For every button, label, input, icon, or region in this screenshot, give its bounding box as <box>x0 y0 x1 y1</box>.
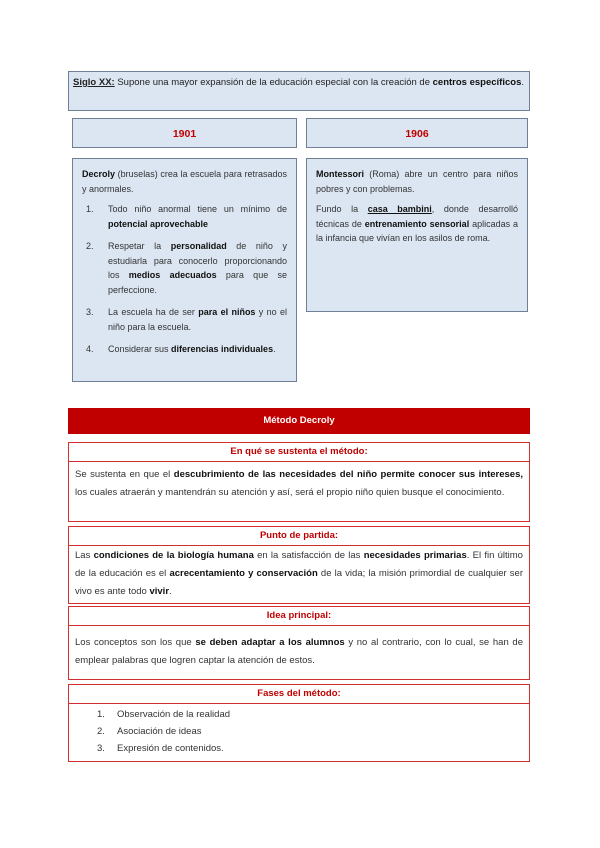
montessori-box <box>306 158 528 312</box>
list-number: 2. <box>86 241 94 251</box>
montessori-text: , donde desarrolló técnicas de <box>316 204 518 229</box>
section-heading: Idea principal: <box>69 607 529 626</box>
list-item <box>82 305 287 334</box>
decroly-list <box>82 202 287 357</box>
decroly-intro <box>82 167 287 196</box>
montessori-text: Fundo la <box>316 204 368 214</box>
montessori-p1 <box>316 167 518 196</box>
intro-label: Siglo XX: <box>73 77 115 88</box>
method-section-phases <box>68 684 530 762</box>
list-item <box>82 202 287 231</box>
decroly-box <box>72 158 297 382</box>
section-text: y no al contrario, con lo cual, se han de emplear palabras que logren captar la atención de estos. <box>75 637 523 666</box>
section-text: Los conceptos son los que <box>75 637 196 648</box>
montessori-text: (Roma) abre un centro para niños pobres y con problemas. <box>316 169 518 194</box>
montessori-bold: entrenamiento sensorial <box>364 218 470 229</box>
montessori-name: Montessori <box>316 169 365 179</box>
list-item <box>97 706 523 723</box>
intro-box <box>68 71 530 111</box>
list-text: Todo niño anormal tiene un mínimo de <box>108 204 287 214</box>
method-section-basis <box>68 442 530 522</box>
phases-list <box>75 706 523 757</box>
section-bold: necesidades primarias <box>363 550 467 561</box>
intro-text-1: Supone una mayor expansión de la educación especial con la creación de <box>114 77 433 88</box>
list-bold: para el niños <box>198 307 256 317</box>
section-text: los cuales atraerán y mantendrán su atención y así, será el propio niño quien busque el conocimiento. <box>75 487 505 498</box>
list-text: Expresión de contenidos. <box>117 743 224 754</box>
montessori-text: aplicadas a la infancia que vivían en los asilos de roma. <box>316 218 518 243</box>
list-text: para que se perfeccione. <box>108 270 287 295</box>
list-text: y no el niño para la escuela. <box>108 307 287 332</box>
list-number: 3. <box>97 743 105 754</box>
method-section-main-idea <box>68 606 530 680</box>
section-text: . El fin último de la educación es el <box>75 550 523 579</box>
list-bold: diferencias individuales <box>171 344 274 354</box>
list-text: La escuela ha de ser <box>108 307 199 317</box>
year-1906-header: 1906 <box>306 118 528 148</box>
section-body <box>69 546 529 605</box>
decroly-intro-text: (bruselas) crea la escuela para retrasados y anormales. <box>82 169 287 194</box>
list-text: Respetar la <box>108 241 171 251</box>
list-text: de niño y estudiarla para conocerlo proporcionando los <box>108 241 287 280</box>
montessori-bold: casa bambini <box>367 204 432 214</box>
list-text: Observación de la realidad <box>117 709 231 720</box>
section-text: en la satisfacción de las <box>253 550 364 561</box>
section-heading: En qué se sustenta el método: <box>69 443 529 462</box>
list-item <box>82 342 287 357</box>
section-bold: acrecentamiento y conservación <box>169 568 318 579</box>
list-text: . <box>273 344 276 354</box>
list-bold: personalidad <box>170 241 227 251</box>
section-heading: Punto de partida: <box>69 527 529 546</box>
list-number: 2. <box>97 726 105 737</box>
list-item <box>82 239 287 297</box>
section-heading: Fases del método: <box>69 685 529 704</box>
section-text: de la vida; la misión primordial de cualquier ser vivo es ante todo <box>75 568 523 597</box>
section-body <box>69 626 529 674</box>
section-text: . <box>169 586 172 597</box>
list-number: 1. <box>86 204 94 214</box>
section-text: Las <box>75 550 94 561</box>
list-number: 3. <box>86 307 94 317</box>
section-body <box>69 704 529 761</box>
list-bold: medios adecuados <box>128 270 217 280</box>
method-section-start <box>68 526 530 604</box>
list-text: Considerar sus <box>108 344 172 354</box>
decroly-name: Decroly <box>82 169 116 179</box>
list-item <box>97 723 523 740</box>
section-body <box>69 462 529 506</box>
section-text: Se sustenta en que el <box>75 469 174 480</box>
section-bold: se deben adaptar a los alumnos <box>195 637 345 648</box>
intro-bold: centros específicos <box>432 77 522 88</box>
section-bold: descubrimiento de las necesidades del niño permite conocer sus intereses, <box>173 469 523 480</box>
section-bold: vivir <box>149 586 170 597</box>
year-1901-header: 1901 <box>72 118 297 148</box>
list-text: Asociación de ideas <box>117 726 202 737</box>
section-bold: condiciones de la biología humana <box>93 550 254 561</box>
list-number: 1. <box>97 709 105 720</box>
list-bold: potencial aprovechable <box>108 218 209 229</box>
method-title: Método Decroly <box>68 408 530 434</box>
list-number: 4. <box>86 344 94 354</box>
intro-text-2: . <box>521 77 524 88</box>
montessori-p2 <box>316 202 518 246</box>
list-item <box>97 740 523 757</box>
